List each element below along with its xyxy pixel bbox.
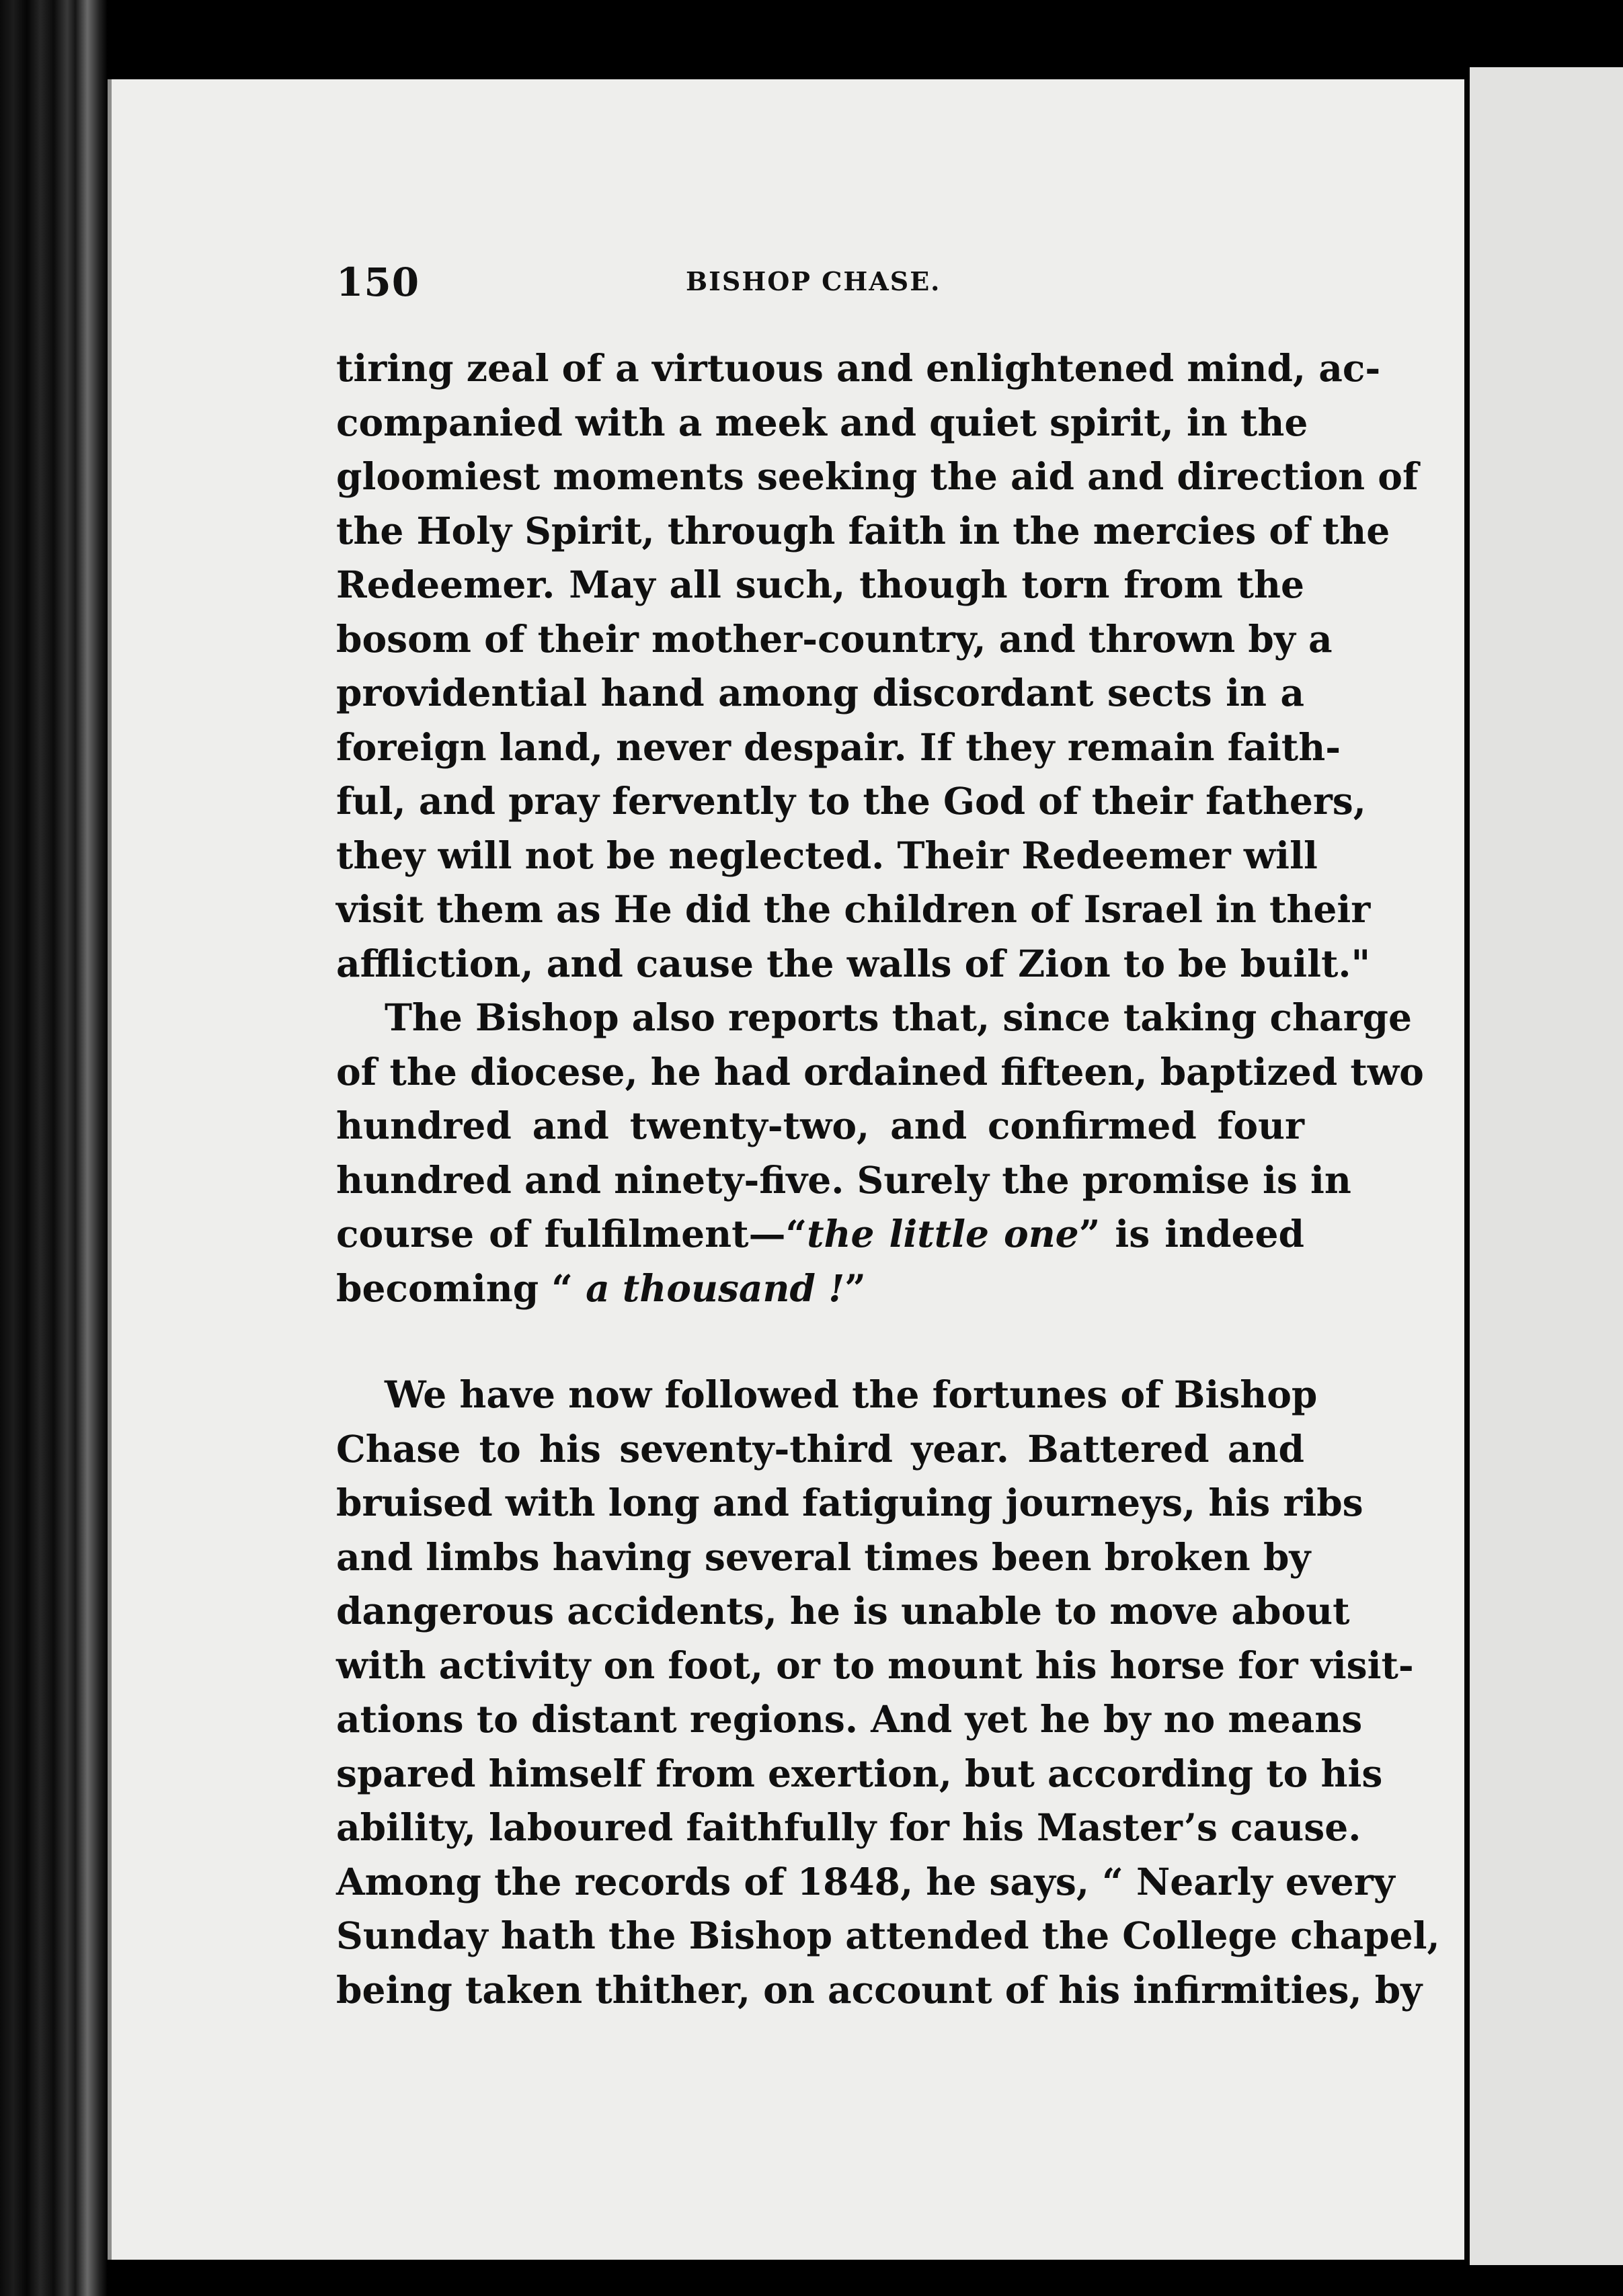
text-line: ful, and pray fervently to the God of their fathers, bbox=[336, 779, 1366, 823]
text-line: tiring zeal of a virtuous and enlightened mind, ac- bbox=[336, 346, 1381, 390]
text-line: companied with a meek and quiet spirit, in the bbox=[336, 400, 1308, 444]
text-line: hundred and twenty-two, and confirmed four bbox=[336, 1104, 1304, 1147]
text-run: ” is indeed bbox=[1078, 1212, 1304, 1256]
text-line: The Bishop also reports that, since taking charge bbox=[385, 995, 1412, 1039]
running-head bbox=[336, 259, 1304, 313]
page-number: 150 bbox=[336, 259, 420, 305]
paragraph bbox=[336, 341, 1419, 991]
text-line: visit them as He did the children of Israel in their bbox=[336, 887, 1371, 931]
text-line: Chase to his seventy-third year. Battered and bbox=[336, 1426, 1304, 1471]
text-line: bosom of their mother-country, and thrown by a bbox=[336, 616, 1333, 661]
text-line: dangerous accidents, he is unable to move about bbox=[336, 1589, 1350, 1633]
text-line: affliction, and cause the walls of Zion to be built." bbox=[336, 941, 1371, 985]
running-title: BISHOP CHASE. bbox=[686, 266, 941, 296]
page-gutter-edge bbox=[1464, 79, 1470, 2260]
text-line: Sunday hath the Bishop attended the College chapel, bbox=[336, 1914, 1440, 1957]
text-line: spared himself from exertion, but according to his bbox=[336, 1751, 1383, 1795]
text-line: hundred and ninety-five. Surely the promise is in bbox=[336, 1157, 1351, 1202]
text-line: foreign land, never despair. If they remain faith- bbox=[336, 725, 1341, 769]
text-line: ability, laboured faithfully for his Master’s cause. bbox=[336, 1805, 1361, 1849]
text-line: gloomiest moments seeking the aid and direction of bbox=[336, 454, 1419, 498]
text-line-with-italic bbox=[336, 1207, 1304, 1262]
italic-text: a thousand ! bbox=[586, 1266, 845, 1310]
text-run: becoming “ bbox=[336, 1266, 586, 1310]
text-line: they will not be neglected. Their Redeemer will bbox=[336, 833, 1318, 877]
section-break bbox=[336, 1315, 1304, 1368]
body-text bbox=[336, 341, 1440, 2017]
book-binding-edge bbox=[0, 0, 108, 2296]
text-run: course of fulfilment—“ bbox=[336, 1212, 807, 1256]
text-line: Among the records of 1848, he says, “ Nearly every bbox=[336, 1859, 1395, 1903]
paragraph bbox=[336, 1368, 1440, 2017]
text-line: Redeemer. May all such, though torn from the bbox=[336, 563, 1304, 606]
paragraph bbox=[336, 991, 1424, 1315]
text-line: the Holy Spirit, through faith in the mercies of the bbox=[336, 508, 1390, 552]
text-line: being taken thither, on account of his infirmities, by bbox=[336, 1967, 1423, 2012]
italic-text: the little one bbox=[807, 1212, 1079, 1256]
text-line: providential hand among discordant sects in a bbox=[336, 671, 1304, 714]
text-line: We have now followed the fortunes of Bishop bbox=[385, 1372, 1318, 1416]
text-run: ” bbox=[844, 1266, 866, 1310]
text-line: ations to distant regions. And yet he by no means bbox=[336, 1697, 1363, 1741]
text-line: and limbs having several times been broken by bbox=[336, 1534, 1311, 1579]
text-line: of the diocese, he had ordained fifteen, baptized two bbox=[336, 1049, 1424, 1094]
text-line-with-italic bbox=[336, 1262, 1304, 1316]
text-line: with activity on foot, or to mount his horse for visit- bbox=[336, 1643, 1414, 1687]
facing-page-edge bbox=[1470, 67, 1623, 2265]
text-line: bruised with long and fatiguing journeys, his ribs bbox=[336, 1481, 1363, 1524]
